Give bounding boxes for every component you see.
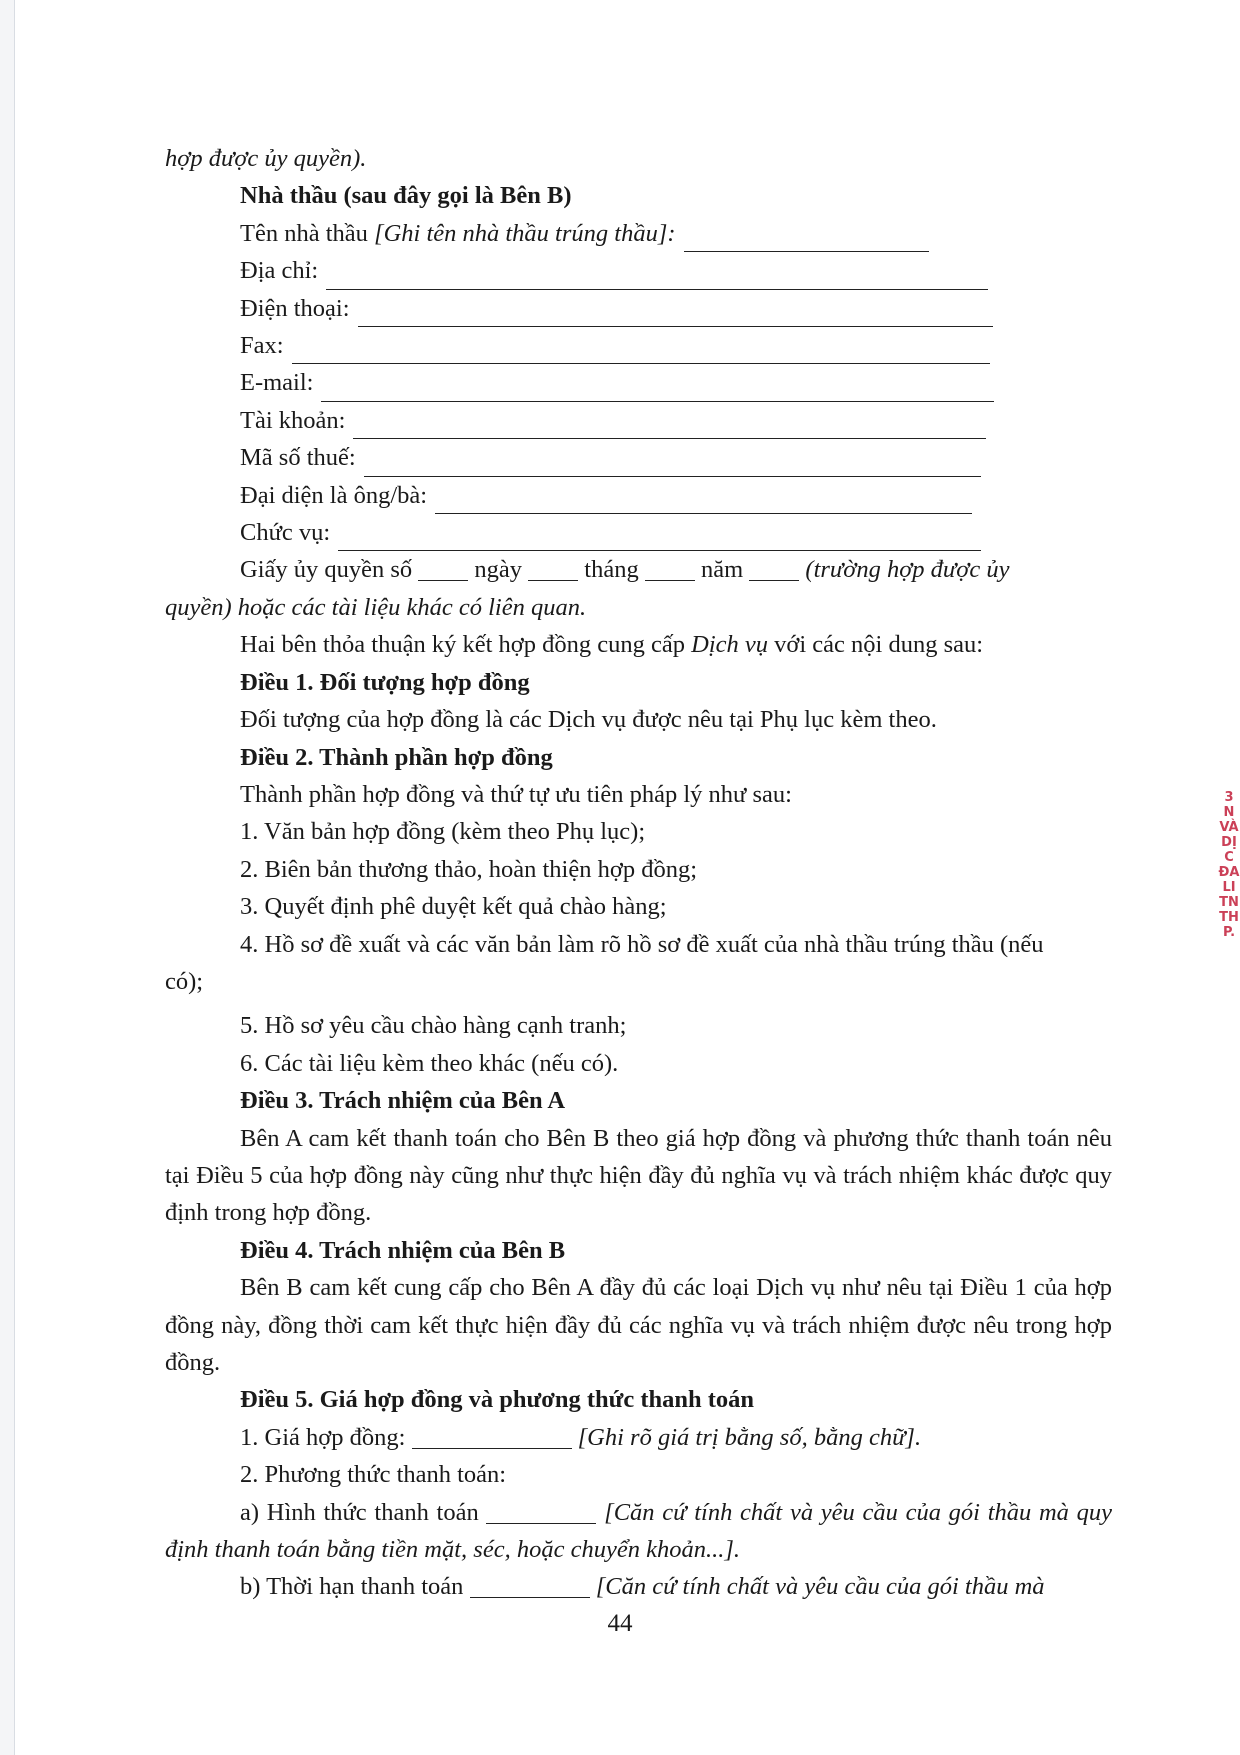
representative-field	[165, 477, 1112, 514]
position-field	[165, 514, 1112, 551]
agreement-text-start: Hai bên thỏa thuận ký kết hợp đồng cung cấp	[240, 631, 692, 659]
address-label: Địa chỉ:	[240, 257, 319, 285]
contract-price-label: 1. Giá hợp đồng:	[240, 1423, 406, 1451]
authorization-day-blank[interactable]	[528, 554, 578, 581]
authorization-day-label: ngày	[474, 556, 523, 584]
article-2-item: 6. Các tài liệu kèm theo khác (nếu có).	[240, 1049, 619, 1077]
scan-edge-shade	[0, 0, 14, 1755]
tax-code-blank[interactable]	[364, 448, 981, 477]
address-blank[interactable]	[326, 261, 988, 290]
contractor-name-hint: [Ghi tên nhà thầu trúng thầu]:	[374, 219, 676, 247]
red-stamp-fragment: 3 N VÀ DỊ C ĐA LI TN TH P.	[1218, 790, 1240, 940]
payment-term-line	[165, 1568, 1112, 1605]
agreement-service-term: Dịch vụ	[691, 631, 768, 659]
contractor-name-blank[interactable]	[684, 223, 929, 252]
payment-method-label: 2. Phương thức thanh toán:	[240, 1461, 507, 1489]
article-2-item-continuation: có);	[165, 967, 204, 995]
fax-blank[interactable]	[292, 335, 990, 364]
contractor-name-field	[165, 215, 1112, 252]
payment-form-hint: [Căn cứ tính chất và yêu cầu của gói thầu mà quy định thanh toán bằng tiền mặt, séc, hoặc chuyển khoản...].	[165, 1498, 1113, 1564]
payment-form-label: a) Hình thức thanh toán	[240, 1498, 479, 1526]
contractor-heading: Nhà thầu (sau đây gọi là Bên B)	[240, 182, 572, 210]
article-2-item: 4. Hồ sơ đề xuất và các văn bản làm rõ hồ sơ đề xuất của nhà thầu trúng thầu (nếu	[240, 930, 1044, 958]
article-3-heading: Điều 3. Trách nhiệm của Bên A	[240, 1087, 566, 1115]
payment-form-paragraph	[165, 1494, 1112, 1569]
article-3-text: Bên A cam kết thanh toán cho Bên B theo giá hợp đồng và phương thức thanh toán nêu tại Điều 5 của hợp đồng này cũng như thực hiện đầy đủ nghĩa vụ và trách nhiệm khác được quy định trong hợp đồng.	[165, 1124, 1112, 1227]
email-label: E-mail:	[240, 369, 314, 397]
article-5-heading: Điều 5. Giá hợp đồng và phương thức thanh toán	[240, 1386, 755, 1414]
contract-price-hint: [Ghi rõ giá trị bằng số, bằng chữ].	[577, 1423, 922, 1451]
article-2-heading: Điều 2. Thành phần hợp đồng	[240, 743, 553, 771]
phone-label: Điện thoại:	[240, 294, 350, 322]
agreement-text-end: với các nội dung sau:	[768, 631, 984, 659]
authorization-year-blank[interactable]	[749, 554, 799, 581]
contract-price-blank[interactable]	[412, 1422, 572, 1449]
intro-tail: hợp được ủy quyền).	[165, 145, 367, 172]
position-blank[interactable]	[338, 522, 981, 551]
article-1-heading: Điều 1. Đối tượng hợp đồng	[240, 668, 530, 696]
authorization-number-blank[interactable]	[418, 554, 468, 581]
article-2-item: 3. Quyết định phê duyệt kết quả chào hàng;	[240, 893, 667, 921]
fax-label: Fax:	[240, 332, 284, 360]
authorization-hint-start: (trường hợp được ủy	[805, 556, 1010, 584]
account-field	[165, 402, 1112, 439]
article-4-heading: Điều 4. Trách nhiệm của Bên B	[240, 1236, 566, 1264]
payment-form-blank[interactable]	[486, 1497, 596, 1524]
page-edge-line	[14, 0, 15, 1755]
email-field	[165, 364, 1112, 401]
article-4-text: Bên B cam kết cung cấp cho Bên A đầy đủ các loại Dịch vụ như nêu tại Điều 1 của hợp đồng này, đồng thời cam kết thực hiện đầy đủ các nghĩa vụ và trách nhiệm được nêu trong hợp đồng.	[165, 1274, 1112, 1376]
article-2-intro: Thành phần hợp đồng và thứ tự ưu tiên pháp lý như sau:	[240, 780, 792, 808]
tax-code-field	[165, 439, 1112, 476]
email-blank[interactable]	[321, 373, 994, 402]
tax-code-label: Mã số thuế:	[240, 444, 356, 472]
page-number: 44	[607, 1610, 633, 1637]
contract-price-line	[165, 1419, 1112, 1456]
payment-term-hint: [Căn cứ tính chất và yêu cầu của gói thầu mà	[595, 1573, 1045, 1601]
authorization-month-label: tháng	[584, 556, 639, 584]
address-field	[165, 252, 1112, 289]
article-1-text: Đối tượng của hợp đồng là các Dịch vụ được nêu tại Phụ lục kèm theo.	[240, 706, 937, 734]
authorization-hint-end: quyền) hoặc các tài liệu khác có liên quan.	[165, 593, 587, 621]
phone-blank[interactable]	[358, 298, 993, 327]
authorization-year-label: năm	[700, 556, 744, 584]
payment-term-label: b) Thời hạn thanh toán	[240, 1573, 464, 1601]
account-label: Tài khoản:	[240, 406, 346, 434]
representative-blank[interactable]	[435, 485, 972, 514]
article-2-item: 5. Hồ sơ yêu cầu chào hàng cạnh tranh;	[240, 1012, 627, 1040]
phone-field	[165, 290, 1112, 327]
agreement-sentence	[165, 626, 1112, 663]
representative-label: Đại diện là ông/bà:	[240, 481, 428, 509]
article-2-item: 2. Biên bản thương thảo, hoàn thiện hợp đồng;	[240, 855, 697, 883]
authorization-month-blank[interactable]	[645, 554, 695, 581]
authorization-line	[165, 551, 1112, 588]
contractor-name-label: Tên nhà thầu	[240, 219, 368, 247]
position-label: Chức vụ:	[240, 519, 331, 547]
payment-term-blank[interactable]	[470, 1571, 590, 1598]
document-body	[165, 140, 1112, 1606]
authorization-label: Giấy ủy quyền số	[240, 556, 413, 584]
fax-field	[165, 327, 1112, 364]
account-blank[interactable]	[353, 410, 986, 439]
article-2-item: 1. Văn bản hợp đồng (kèm theo Phụ lục);	[240, 818, 646, 846]
